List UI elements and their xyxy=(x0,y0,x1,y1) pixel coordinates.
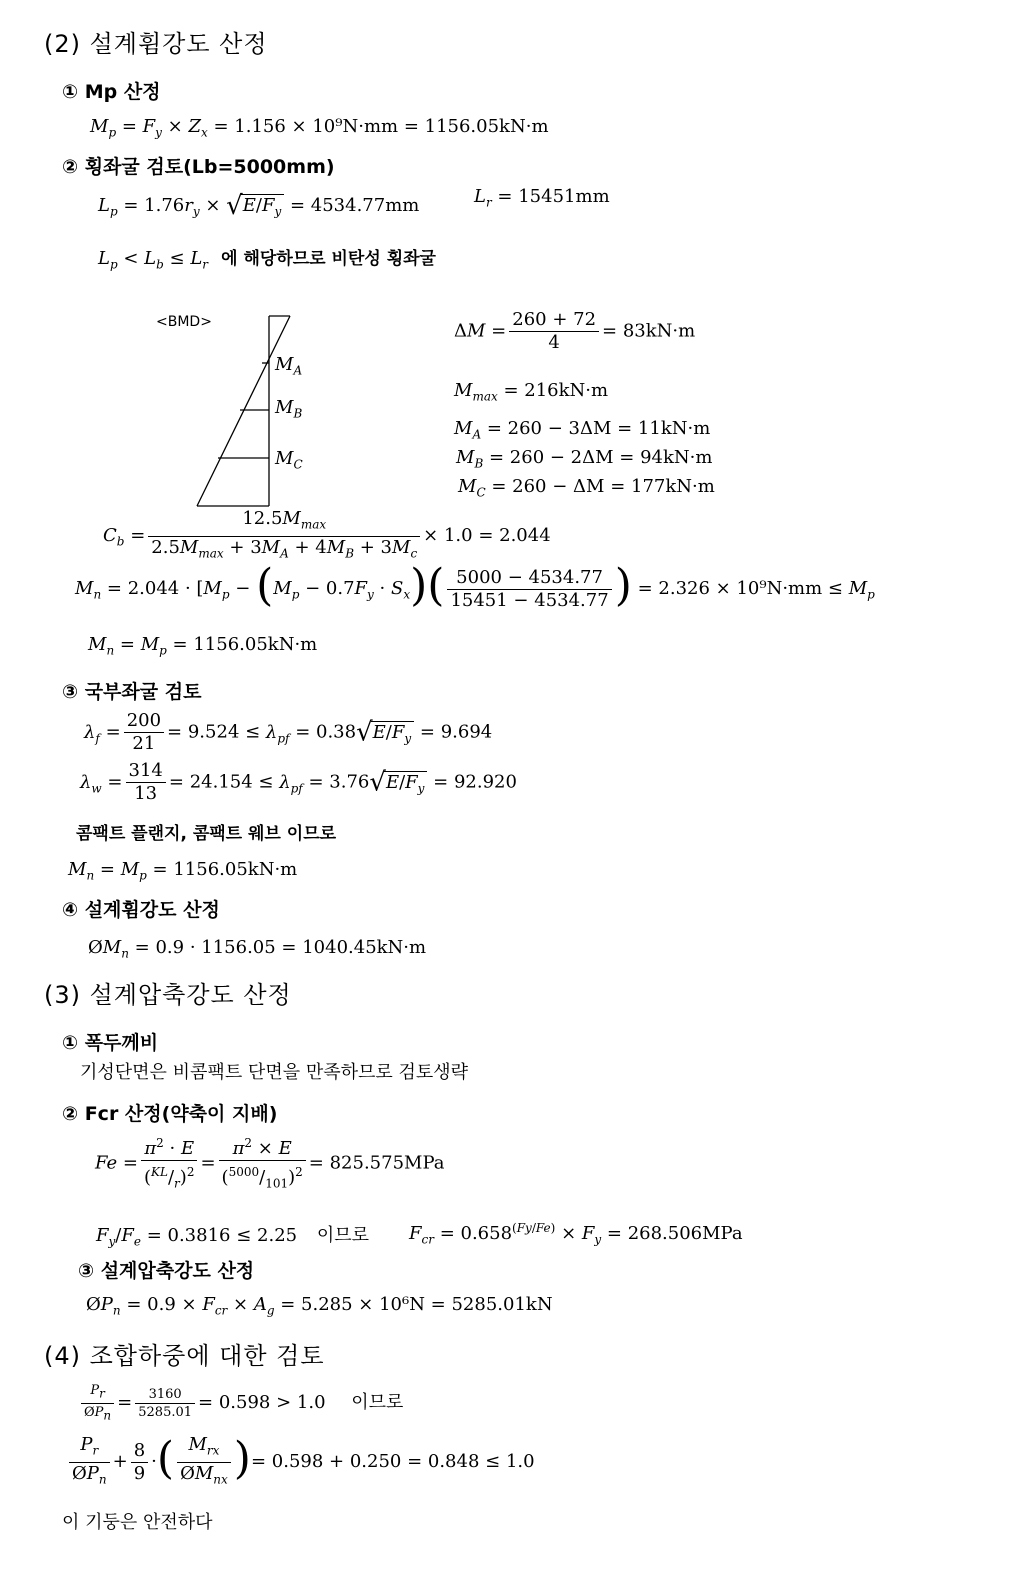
final-conclusion: 이 기둥은 안전하다 xyxy=(62,1512,213,1533)
equation-lambda-w: $\lambda_w$ = $\frac{314}{13}$ = $24.154 \le \lambda_{pf} = 3.76√E/F_y = 92.920$ xyxy=(80,760,517,804)
mn-compact: 1156.05kN·m xyxy=(173,859,298,880)
compact-conclusion: 콤팩트 플랜지, 콤팩트 웨브 이므로 xyxy=(76,824,337,844)
equation-mb: $M_B = 260 - 2\Delta M = 94kN\cdot m$ xyxy=(456,447,713,471)
fcr-result: 268.506MPa xyxy=(627,1223,743,1244)
lw-num: 314 xyxy=(126,760,166,783)
fe-result: 825.575MPa xyxy=(329,1152,445,1174)
equation-fcr: $F_{cr} = 0.658^{(Fy/Fe)} \times F_y = 268.506MPa$ xyxy=(409,1221,743,1247)
section-title-2: (2) 설계휨강도 산정 xyxy=(44,30,268,58)
step-design-compression-heading: ③ 설계압축강도 산정 xyxy=(78,1260,255,1282)
step-ltb-heading: ② 횡좌굴 검토(Lb=5000mm) xyxy=(62,156,335,178)
pr-ratio: 0.598 xyxy=(218,1392,271,1414)
bmd-label: <BMD> xyxy=(156,314,212,330)
lp-value: 4534.77mm xyxy=(310,195,420,216)
lf-den: 21 xyxy=(132,733,156,754)
ratio-text: 이므로 xyxy=(316,1225,369,1246)
lw-coef: 3.76 xyxy=(329,771,370,793)
pr-num: 3160 xyxy=(135,1386,195,1404)
section-title-4: (4) 조합하중에 대한 검토 xyxy=(44,1342,325,1370)
delta-den: 4 xyxy=(548,332,560,353)
equation-interaction: $\frac{P_r}{ØP_n}$ + $\frac{8}{9}$ ·( $\frac{M_{rx}}{ØM_{nx}}$ )= 0.598 + 0.250 = 0.848 ≤ 1.0 xyxy=(66,1434,535,1490)
lw-den: 13 xyxy=(134,783,158,804)
ratio-limit: 2.25 xyxy=(257,1225,298,1246)
mp-result: 1156.05kN·m xyxy=(424,116,549,137)
step-mp-heading: ① Mp 산정 xyxy=(62,81,161,103)
lf-coef: 0.38 xyxy=(316,721,357,743)
mn-frac-num: 5000 − 4534.77 xyxy=(447,567,611,590)
ma-value: 260 − 3ΔM = 11kN·m xyxy=(507,418,711,439)
equation-fy-fe: $F_y/F_e = 0.3816 \le 2.25$ 이므로 xyxy=(96,1225,369,1249)
interaction-sum: 0.598 + 0.250 = 0.848 xyxy=(271,1451,480,1473)
step-design-flexure-heading: ④ 설계휨강도 산정 xyxy=(62,899,220,921)
pr-den: 5285.01 xyxy=(138,1404,193,1420)
equation-ma: $M_A = 260 - 3\Delta M = 11kN\cdot m$ xyxy=(454,418,711,442)
equation-mp: $M_p = F_y \times Z_x = 1.156 \times 10^9N\cdot mm = 1156.05kN\cdot m$ xyxy=(90,116,549,140)
bmd-mc-label: $M_C$ xyxy=(275,448,303,472)
ltb-conclusion: 에 해당하므로 비탄성 횡좌굴 xyxy=(221,249,436,269)
bmd-mb-label: $M_B$ xyxy=(275,397,303,421)
lw-value: 24.154 xyxy=(189,771,253,793)
coef-den: 9 xyxy=(133,1462,146,1484)
lf-limit: 9.694 xyxy=(440,721,493,743)
mn-final: 1156.05kN·m xyxy=(193,634,318,655)
mb-value: 260 − 2ΔM = 94kN·m xyxy=(509,447,713,468)
equation-mn-compact: $M_n = M_p = 1156.05kN\cdot m$ xyxy=(68,859,298,883)
pr-suffix: 이므로 xyxy=(351,1392,404,1414)
lr-value: 15451mm xyxy=(518,186,610,207)
equation-mn-final: $M_n = M_p = 1156.05kN\cdot m$ xyxy=(88,634,318,658)
bmd-ma-label: $M_A$ xyxy=(275,354,303,378)
mc-value: 260 − ΔM = 177kN·m xyxy=(512,476,715,497)
equation-mn: $M_n = 2.044 \cdot [M_p - (M_p - 0.7F_y \cdot S_x)$( $\frac{5000 - 4534.77}{15451 - 4534.77}$ ) = $2.326 \times 10^9N\cdot mm \le M_p$ xyxy=(75,560,875,611)
delta-result: 83kN·m xyxy=(622,320,696,342)
mp-value: 1.156 × 10⁹N·mm xyxy=(234,116,399,137)
interaction-limit: ≤ 1.0 xyxy=(485,1451,535,1473)
step-width-thickness-heading: ① 폭두께비 xyxy=(62,1032,159,1054)
equation-fe: Fe = $\frac{\pi^2 \cdot E}{(^{KL}/_r)^2}$ = $\frac{\pi^2 \times E}{(^{5000}/_{101})^2}$ = 825.575MPa xyxy=(95,1132,445,1195)
fe-l: 5000 xyxy=(228,1165,260,1179)
equation-mc: $M_C = 260 - \Delta M = 177kN\cdot m$ xyxy=(458,476,715,500)
equation-lambda-f: $\lambda_f$ = $\frac{200}{21}$ = $9.524 \le \lambda_{pf} = 0.38√E/F_y = 9.694$ xyxy=(84,710,493,754)
equation-lp: $L_p = 1.76r_y \times √E/F_y = 4534.77mm$ xyxy=(98,191,420,221)
equation-phi-pn: $ØP_n = 0.9 \times F_{cr} \times A_g = 5.285 \times 10^6N = 5285.01kN$ xyxy=(86,1294,553,1318)
width-thickness-text: 기성단면은 비콤팩트 단면을 만족하므로 검토생략 xyxy=(80,1062,469,1083)
fe-r: 101 xyxy=(265,1176,289,1191)
step-fcr-heading: ② Fcr 산정(약축이 지배) xyxy=(62,1103,278,1125)
lf-num: 200 xyxy=(124,710,164,733)
mn-frac-den: 15451 − 4534.77 xyxy=(450,589,609,611)
lf-value: 9.524 xyxy=(187,721,240,743)
coef-num: 8 xyxy=(131,1440,148,1463)
step-local-buckling-heading: ③ 국부좌굴 검토 xyxy=(62,681,202,703)
mmax-value: 216kN·m xyxy=(524,380,609,401)
equation-lr: $L_r = 15451mm$ xyxy=(474,186,610,210)
mn-result: 2.326 × 10⁹N·mm xyxy=(658,578,823,599)
cb-result: × 1.0 = 2.044 xyxy=(423,525,551,547)
equation-delta-m: ΔM = $\frac{260 + 72}{4}$ = 83kN·m xyxy=(454,309,696,353)
ratio-value: 0.3816 xyxy=(167,1225,231,1246)
pn-result: 5.285 × 10⁶N = 5285.01kN xyxy=(301,1294,553,1315)
ltb-conclusion-line: $L_p < L_b \le L_r$ 에 해당하므로 비탄성 횡좌굴 xyxy=(98,248,436,272)
lw-limit: 92.920 xyxy=(453,771,517,793)
fcr-base: 0.658 xyxy=(460,1223,513,1244)
equation-pr-ratio: $\frac{P_r}{ØP_n}$ = $\frac{3160}{5285.01}$ = 0.598 > 1.0 이므로 xyxy=(78,1382,403,1424)
pr-cmp: > 1.0 xyxy=(276,1392,326,1414)
delta-num: 260 + 72 xyxy=(509,309,599,332)
phi-mn-value: 0.9 · 1156.05 = 1040.45kN·m xyxy=(155,937,427,958)
equation-phi-mn: $ØM_n = 0.9 \cdot 1156.05 = 1040.45kN\cdot m$ xyxy=(88,937,427,961)
section-title-3: (3) 설계압축강도 산정 xyxy=(44,981,292,1009)
equation-mmax: $M_{max} = 216kN\cdot m$ xyxy=(454,380,609,404)
equation-cb: $C_b$ = $\frac{12.5M_{max}}{2.5M_{max} + 3M_A + 4M_B + 3M_c}$ × 1.0 = 2.044 xyxy=(103,508,551,561)
